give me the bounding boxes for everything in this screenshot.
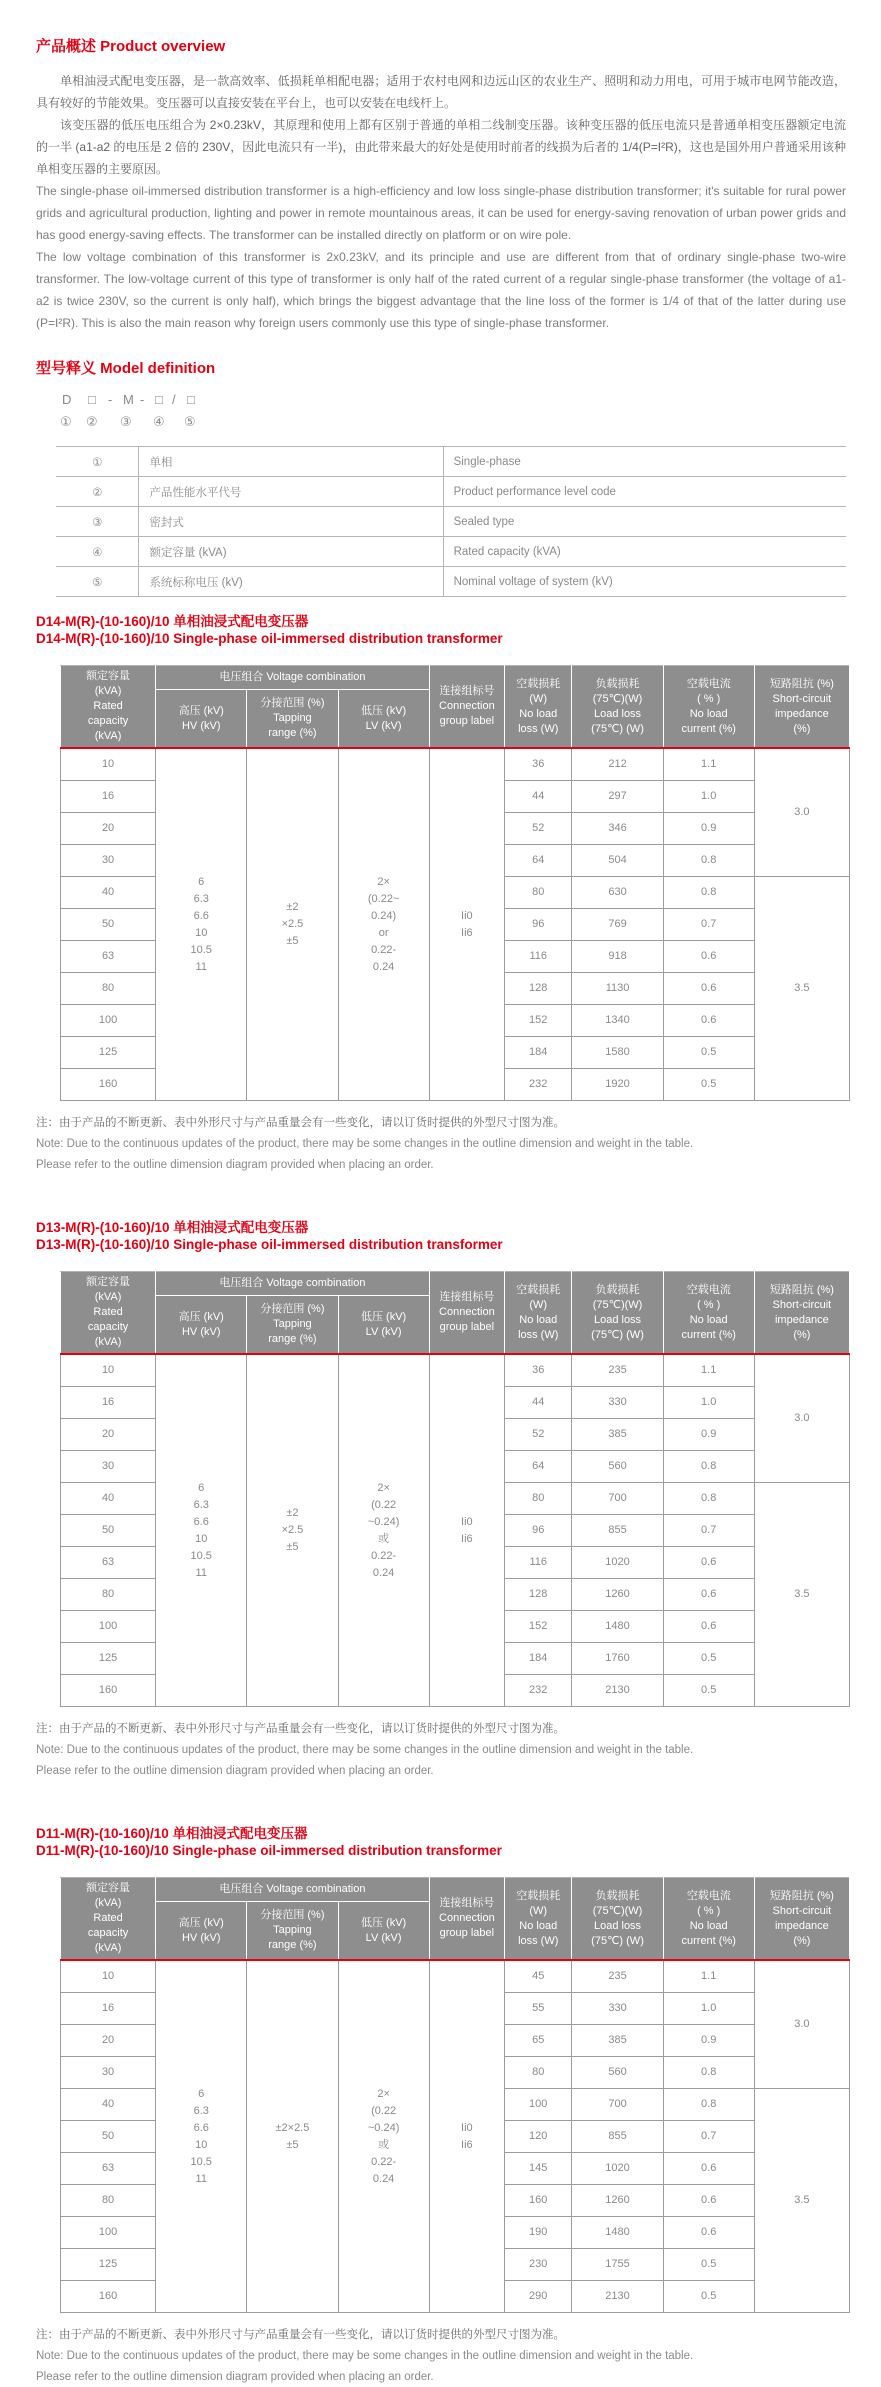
spec-table [60, 665, 850, 1101]
cell-no-load-loss: 120 [505, 2121, 572, 2153]
cell-load-loss: 1260 [572, 1579, 663, 1611]
cell-no-load-loss: 160 [505, 2185, 572, 2217]
definition-cn: 系统标称电压 (kV) [139, 567, 443, 597]
definition-cn: 产品性能水平代号 [139, 477, 443, 507]
cell-load-loss: 1755 [572, 2249, 663, 2281]
cell-hv: 6 6.3 6.6 10 10.5 11 [156, 1960, 247, 2313]
cell-no-load-current: 0.8 [663, 2089, 754, 2121]
header-hv: 高压 (kV) HV (kV) [156, 1902, 247, 1960]
model-code-part: □ [88, 392, 96, 407]
definition-row [56, 537, 846, 567]
spec-table-container [36, 1877, 846, 2313]
cell-load-loss: 1920 [572, 1069, 663, 1101]
cell-no-load-loss: 128 [505, 1579, 572, 1611]
header-no-load-current: 空载电流 ( % ) No load current (%) [663, 666, 754, 749]
note-cn: 注：由于产品的不断更新、表中外形尺寸与产品重量会有一些变化，请以订货时提供的外型尺寸图为准。 [36, 1117, 565, 1129]
cell-no-load-loss: 44 [505, 781, 572, 813]
cell-no-load-current: 1.0 [663, 1993, 754, 2025]
cell-no-load-current: 0.8 [663, 845, 754, 877]
cell-no-load-loss: 65 [505, 2025, 572, 2057]
spec-section-d14 [36, 613, 846, 1175]
header-lv: 低压 (kV) LV (kV) [338, 1902, 429, 1960]
overview-cn-paragraph-1: 单相油浸式配电变压器，是一款高效率、低损耗单相配电器；适用于农村电网和边远山区的农业生产、照明和动力用电，可用于城市电网节能改造，具有较好的节能效果。变压器可以直接安装在平台上，也可以安装在电线杆上。 [36, 74, 846, 110]
table-note [36, 1113, 846, 1175]
cell-rated-capacity: 50 [61, 909, 156, 941]
spec-section-d13 [36, 1219, 846, 1781]
cell-connection-group: Ii0 Ii6 [429, 1354, 504, 1707]
note-cn: 注：由于产品的不断更新、表中外形尺寸与产品重量会有一些变化，请以订货时提供的外型尺寸图为准。 [36, 1723, 565, 1735]
cell-lv: 2× (0.22 ~0.24) 或 0.22- 0.24 [338, 1960, 429, 2313]
cell-load-loss: 2130 [572, 2281, 663, 2313]
cell-rated-capacity: 80 [61, 1579, 156, 1611]
cell-rated-capacity: 63 [61, 941, 156, 973]
note-en-line1: Note: Due to the continuous updates of the product, there may be some changes in the outline dimension and weight in the table. [36, 1744, 694, 1756]
cell-no-load-current: 0.9 [663, 1419, 754, 1451]
cell-connection-group: Ii0 Ii6 [429, 748, 504, 1101]
cell-no-load-current: 1.1 [663, 1354, 754, 1387]
cell-connection-group: Ii0 Ii6 [429, 1960, 504, 2313]
cell-no-load-current: 0.9 [663, 2025, 754, 2057]
cell-load-loss: 1340 [572, 1005, 663, 1037]
model-code-part: D [62, 392, 72, 407]
model-code-part: - [140, 392, 145, 407]
cell-no-load-loss: 100 [505, 2089, 572, 2121]
cell-no-load-current: 0.8 [663, 1483, 754, 1515]
cell-no-load-current: 0.6 [663, 1005, 754, 1037]
cell-no-load-current: 0.8 [663, 1451, 754, 1483]
definition-en: Nominal voltage of system (kV) [443, 567, 846, 597]
cell-no-load-current: 0.5 [663, 1037, 754, 1069]
header-short-circuit-impedance: 短路阻抗 (%) Short-circuit impedance (%) [754, 666, 849, 749]
cell-rated-capacity: 20 [61, 813, 156, 845]
header-hv: 高压 (kV) HV (kV) [156, 1296, 247, 1354]
cell-rated-capacity: 100 [61, 2217, 156, 2249]
cell-rated-capacity: 40 [61, 1483, 156, 1515]
cell-load-loss: 1020 [572, 2153, 663, 2185]
cell-no-load-loss: 80 [505, 877, 572, 909]
cell-load-loss: 918 [572, 941, 663, 973]
cell-no-load-loss: 128 [505, 973, 572, 1005]
header-rated-capacity: 额定容量 (kVA) Rated capacity (kVA) [61, 666, 156, 749]
model-code-part: M [123, 392, 134, 407]
header-lv: 低压 (kV) LV (kV) [338, 1296, 429, 1354]
cell-no-load-current: 0.6 [663, 973, 754, 1005]
cell-rated-capacity: 16 [61, 1387, 156, 1419]
cell-no-load-current: 0.9 [663, 813, 754, 845]
cell-no-load-current: 0.5 [663, 1643, 754, 1675]
cell-load-loss: 504 [572, 845, 663, 877]
cell-no-load-current: 0.6 [663, 2217, 754, 2249]
cell-no-load-current: 0.5 [663, 1675, 754, 1707]
header-tapping-range: 分接范围 (%) Tapping range (%) [247, 690, 338, 748]
cell-load-loss: 297 [572, 781, 663, 813]
cell-load-loss: 700 [572, 2089, 663, 2121]
cell-load-loss: 235 [572, 1960, 663, 1993]
model-code-mark: ① [60, 414, 72, 429]
cell-impedance: 3.5 [754, 877, 849, 1101]
header-voltage-combination: 电压组合 Voltage combination [156, 1272, 430, 1296]
spec-table-container [36, 1271, 846, 1707]
cell-no-load-current: 1.1 [663, 1960, 754, 1993]
header-connection-group: 连接组标号 Connection group label [429, 666, 504, 749]
cell-load-loss: 1760 [572, 1643, 663, 1675]
model-code-mark: ④ [153, 414, 165, 429]
cell-no-load-loss: 44 [505, 1387, 572, 1419]
definition-number: ③ [56, 507, 139, 537]
definition-cn: 密封式 [139, 507, 443, 537]
cell-no-load-loss: 80 [505, 1483, 572, 1515]
cell-load-loss: 1580 [572, 1037, 663, 1069]
cell-load-loss: 1480 [572, 1611, 663, 1643]
cell-load-loss: 330 [572, 1993, 663, 2025]
definition-en: Rated capacity (kVA) [443, 537, 846, 567]
cell-tapping-range: ±2 ×2.5 ±5 [247, 1354, 338, 1707]
cell-no-load-loss: 64 [505, 1451, 572, 1483]
cell-no-load-current: 1.1 [663, 748, 754, 781]
cell-rated-capacity: 40 [61, 2089, 156, 2121]
cell-load-loss: 630 [572, 877, 663, 909]
cell-rated-capacity: 63 [61, 1547, 156, 1579]
cell-load-loss: 560 [572, 2057, 663, 2089]
note-en-line1: Note: Due to the continuous updates of the product, there may be some changes in the outline dimension and weight in the table. [36, 2350, 694, 2362]
spec-title-en: D11-M(R)-(10-160)/10 Single-phase oil-immersed distribution transformer [36, 1843, 502, 1858]
cell-rated-capacity: 30 [61, 2057, 156, 2089]
cell-impedance: 3.0 [754, 748, 849, 877]
cell-rated-capacity: 30 [61, 845, 156, 877]
cell-rated-capacity: 10 [61, 748, 156, 781]
definition-cn: 单相 [139, 447, 443, 477]
cell-no-load-current: 0.8 [663, 2057, 754, 2089]
cell-no-load-loss: 96 [505, 1515, 572, 1547]
cell-no-load-current: 0.5 [663, 2249, 754, 2281]
header-load-loss: 负载损耗 (75℃)(W) Load loss (75℃) (W) [572, 666, 663, 749]
definition-en: Single-phase [443, 447, 846, 477]
cell-no-load-current: 0.6 [663, 1579, 754, 1611]
cell-no-load-loss: 290 [505, 2281, 572, 2313]
cell-no-load-current: 0.8 [663, 877, 754, 909]
cell-no-load-loss: 230 [505, 2249, 572, 2281]
cell-no-load-loss: 116 [505, 1547, 572, 1579]
cell-rated-capacity: 20 [61, 2025, 156, 2057]
definition-cn: 额定容量 (kVA) [139, 537, 443, 567]
table-note [36, 2325, 846, 2387]
definition-number: ② [56, 477, 139, 507]
cell-load-loss: 385 [572, 1419, 663, 1451]
cell-no-load-loss: 232 [505, 1675, 572, 1707]
cell-no-load-current: 0.7 [663, 909, 754, 941]
cell-no-load-loss: 96 [505, 909, 572, 941]
overview-cn-paragraph-2: 该变压器的低压电压组合为 2×0.23kV，其原理和使用上都有区别于普通的单相二线制变压器。该种变压器的低压电流只是普通单相变压器额定电流的一半 (a1-a2 的电压是 2 倍的 230V，因此电流只有一半)，由此带来最大的好处是使用时前者的线损为后者的 1/4(P=I²R)，这也是国外用户普通采用该种单相变压器的主要原因。 [36, 118, 846, 176]
model-code-mark: ② [86, 414, 98, 429]
model-code-mark: ③ [120, 414, 132, 429]
header-rated-capacity: 额定容量 (kVA) Rated capacity (kVA) [61, 1272, 156, 1355]
table-note [36, 1719, 846, 1781]
cell-rated-capacity: 100 [61, 1005, 156, 1037]
cell-load-loss: 560 [572, 1451, 663, 1483]
spec-table [60, 1877, 850, 2313]
definition-row [56, 477, 846, 507]
spec-title-cn: D13-M(R)-(10-160)/10 单相油浸式配电变压器 [36, 1220, 309, 1235]
cell-no-load-loss: 36 [505, 1354, 572, 1387]
cell-no-load-current: 1.0 [663, 1387, 754, 1419]
header-no-load-loss: 空载损耗 (W) No load loss (W) [505, 1272, 572, 1355]
header-connection-group: 连接组标号 Connection group label [429, 1878, 504, 1961]
cell-impedance: 3.0 [754, 1960, 849, 2089]
cell-rated-capacity: 125 [61, 1037, 156, 1069]
cell-no-load-current: 1.0 [663, 781, 754, 813]
cell-rated-capacity: 10 [61, 1354, 156, 1387]
spec-title-en: D13-M(R)-(10-160)/10 Single-phase oil-immersed distribution transformer [36, 1237, 503, 1252]
cell-rated-capacity: 10 [61, 1960, 156, 1993]
header-tapping-range: 分接范围 (%) Tapping range (%) [247, 1902, 338, 1960]
cell-hv: 6 6.3 6.6 10 10.5 11 [156, 748, 247, 1101]
cell-load-loss: 346 [572, 813, 663, 845]
cell-rated-capacity: 100 [61, 1611, 156, 1643]
cell-no-load-current: 0.6 [663, 2185, 754, 2217]
header-voltage-combination: 电压组合 Voltage combination [156, 666, 430, 690]
cell-no-load-current: 0.5 [663, 2281, 754, 2313]
cell-rated-capacity: 30 [61, 1451, 156, 1483]
model-definition-table [56, 446, 846, 597]
overview-title: 产品概述 Product overview [36, 38, 226, 55]
overview-en-paragraph-1: The single-phase oil-immersed distribution transformer is a high-efficiency and low loss single-phase distribution transformer; it's suitable for rural power grids and agricultural production, lighting and power in remote mountainous areas, it can be used for energy-saving renovation of urban power grids and has good energy-saving effects. The transformer can be installed directly on platform or on wire pole. [36, 184, 846, 242]
cell-no-load-current: 0.7 [663, 1515, 754, 1547]
spec-title-cn: D14-M(R)-(10-160)/10 单相油浸式配电变压器 [36, 614, 309, 629]
spec-table-container [36, 665, 846, 1101]
header-voltage-combination: 电压组合 Voltage combination [156, 1878, 430, 1902]
header-no-load-loss: 空载损耗 (W) No load loss (W) [505, 1878, 572, 1961]
cell-rated-capacity: 80 [61, 2185, 156, 2217]
definition-row [56, 447, 846, 477]
cell-no-load-loss: 190 [505, 2217, 572, 2249]
cell-no-load-loss: 116 [505, 941, 572, 973]
spec-title-cn: D11-M(R)-(10-160)/10 单相油浸式配电变压器 [36, 1826, 308, 1841]
cell-load-loss: 855 [572, 1515, 663, 1547]
cell-hv: 6 6.3 6.6 10 10.5 11 [156, 1354, 247, 1707]
cell-rated-capacity: 50 [61, 2121, 156, 2153]
cell-no-load-current: 0.7 [663, 2121, 754, 2153]
cell-load-loss: 1130 [572, 973, 663, 1005]
cell-rated-capacity: 160 [61, 1675, 156, 1707]
cell-no-load-loss: 152 [505, 1005, 572, 1037]
cell-no-load-loss: 52 [505, 813, 572, 845]
header-rated-capacity: 额定容量 (kVA) Rated capacity (kVA) [61, 1878, 156, 1961]
model-code-diagram [60, 392, 846, 442]
spec-row [61, 1354, 850, 1387]
cell-lv: 2× (0.22~ 0.24) or 0.22- 0.24 [338, 748, 429, 1101]
header-no-load-loss: 空载损耗 (W) No load loss (W) [505, 666, 572, 749]
header-no-load-current: 空载电流 ( % ) No load current (%) [663, 1878, 754, 1961]
definition-number: ① [56, 447, 139, 477]
cell-rated-capacity: 160 [61, 2281, 156, 2313]
cell-load-loss: 2130 [572, 1675, 663, 1707]
note-en-line2: Please refer to the outline dimension diagram provided when placing an order. [36, 1765, 434, 1777]
model-code-mark: ⑤ [184, 414, 196, 429]
cell-no-load-loss: 145 [505, 2153, 572, 2185]
model-code-part: / [172, 392, 176, 407]
cell-no-load-current: 0.5 [663, 1069, 754, 1101]
cell-load-loss: 330 [572, 1387, 663, 1419]
header-hv: 高压 (kV) HV (kV) [156, 690, 247, 748]
cell-load-loss: 1020 [572, 1547, 663, 1579]
definition-en: Product performance level code [443, 477, 846, 507]
note-en-line1: Note: Due to the continuous updates of the product, there may be some changes in the outline dimension and weight in the table. [36, 1138, 694, 1150]
model-code-part: □ [187, 392, 195, 407]
cell-no-load-current: 0.6 [663, 2153, 754, 2185]
header-short-circuit-impedance: 短路阻抗 (%) Short-circuit impedance (%) [754, 1272, 849, 1355]
cell-no-load-loss: 64 [505, 845, 572, 877]
cell-load-loss: 1260 [572, 2185, 663, 2217]
cell-rated-capacity: 16 [61, 781, 156, 813]
spec-title-en: D14-M(R)-(10-160)/10 Single-phase oil-immersed distribution transformer [36, 631, 503, 646]
cell-load-loss: 769 [572, 909, 663, 941]
note-cn: 注：由于产品的不断更新、表中外形尺寸与产品重量会有一些变化，请以订货时提供的外型尺寸图为准。 [36, 2329, 565, 2341]
spec-row [61, 1960, 850, 1993]
overview-en-paragraph-2: The low voltage combination of this transformer is 2x0.23kV, and its principle and use are different from that of ordinary single-phase two-wire transformer. The low-voltage current of this type of transformer is only half of the rated current of a regular single-phase transformer (the voltage of a1-a2 is twice 230V, so the current is only half), which brings the biggest advantage that the line loss of the former is 1/4 of that of the latter during use (P=I²R). This is also the main reason why foreign users commonly use this type of single-phase transformer. [36, 250, 846, 330]
header-load-loss: 负载损耗 (75℃)(W) Load loss (75℃) (W) [572, 1878, 663, 1961]
note-en-line2: Please refer to the outline dimension diagram provided when placing an order. [36, 1159, 434, 1171]
model-definition-title: 型号释义 Model definition [36, 360, 216, 377]
cell-load-loss: 235 [572, 1354, 663, 1387]
cell-load-loss: 855 [572, 2121, 663, 2153]
cell-impedance: 3.5 [754, 2089, 849, 2313]
cell-rated-capacity: 63 [61, 2153, 156, 2185]
definition-row [56, 567, 846, 597]
cell-no-load-current: 0.6 [663, 1547, 754, 1579]
model-code-part: - [108, 392, 113, 407]
cell-no-load-loss: 184 [505, 1037, 572, 1069]
cell-rated-capacity: 125 [61, 1643, 156, 1675]
definition-number: ⑤ [56, 567, 139, 597]
header-short-circuit-impedance: 短路阻抗 (%) Short-circuit impedance (%) [754, 1878, 849, 1961]
cell-load-loss: 212 [572, 748, 663, 781]
cell-no-load-loss: 152 [505, 1611, 572, 1643]
cell-rated-capacity: 160 [61, 1069, 156, 1101]
definition-en: Sealed type [443, 507, 846, 537]
cell-no-load-loss: 184 [505, 1643, 572, 1675]
cell-impedance: 3.0 [754, 1354, 849, 1483]
cell-lv: 2× (0.22 ~0.24) 或 0.22- 0.24 [338, 1354, 429, 1707]
cell-rated-capacity: 80 [61, 973, 156, 1005]
spec-table [60, 1271, 850, 1707]
note-en-line2: Please refer to the outline dimension diagram provided when placing an order. [36, 2371, 434, 2383]
cell-no-load-loss: 80 [505, 2057, 572, 2089]
cell-tapping-range: ±2×2.5 ±5 [247, 1960, 338, 2313]
header-lv: 低压 (kV) LV (kV) [338, 690, 429, 748]
header-load-loss: 负载损耗 (75℃)(W) Load loss (75℃) (W) [572, 1272, 663, 1355]
header-connection-group: 连接组标号 Connection group label [429, 1272, 504, 1355]
cell-no-load-loss: 55 [505, 1993, 572, 2025]
cell-load-loss: 700 [572, 1483, 663, 1515]
cell-rated-capacity: 125 [61, 2249, 156, 2281]
cell-rated-capacity: 40 [61, 877, 156, 909]
spec-row [61, 748, 850, 781]
cell-no-load-loss: 36 [505, 748, 572, 781]
cell-no-load-current: 0.6 [663, 941, 754, 973]
cell-rated-capacity: 50 [61, 1515, 156, 1547]
definition-row [56, 507, 846, 537]
cell-tapping-range: ±2 ×2.5 ±5 [247, 748, 338, 1101]
header-tapping-range: 分接范围 (%) Tapping range (%) [247, 1296, 338, 1354]
cell-impedance: 3.5 [754, 1483, 849, 1707]
cell-no-load-loss: 52 [505, 1419, 572, 1451]
definition-number: ④ [56, 537, 139, 567]
spec-section-d11 [36, 1825, 846, 2387]
model-code-part: □ [155, 392, 163, 407]
cell-no-load-loss: 45 [505, 1960, 572, 1993]
cell-rated-capacity: 16 [61, 1993, 156, 2025]
cell-rated-capacity: 20 [61, 1419, 156, 1451]
header-no-load-current: 空载电流 ( % ) No load current (%) [663, 1272, 754, 1355]
cell-load-loss: 385 [572, 2025, 663, 2057]
cell-load-loss: 1480 [572, 2217, 663, 2249]
cell-no-load-current: 0.6 [663, 1611, 754, 1643]
cell-no-load-loss: 232 [505, 1069, 572, 1101]
